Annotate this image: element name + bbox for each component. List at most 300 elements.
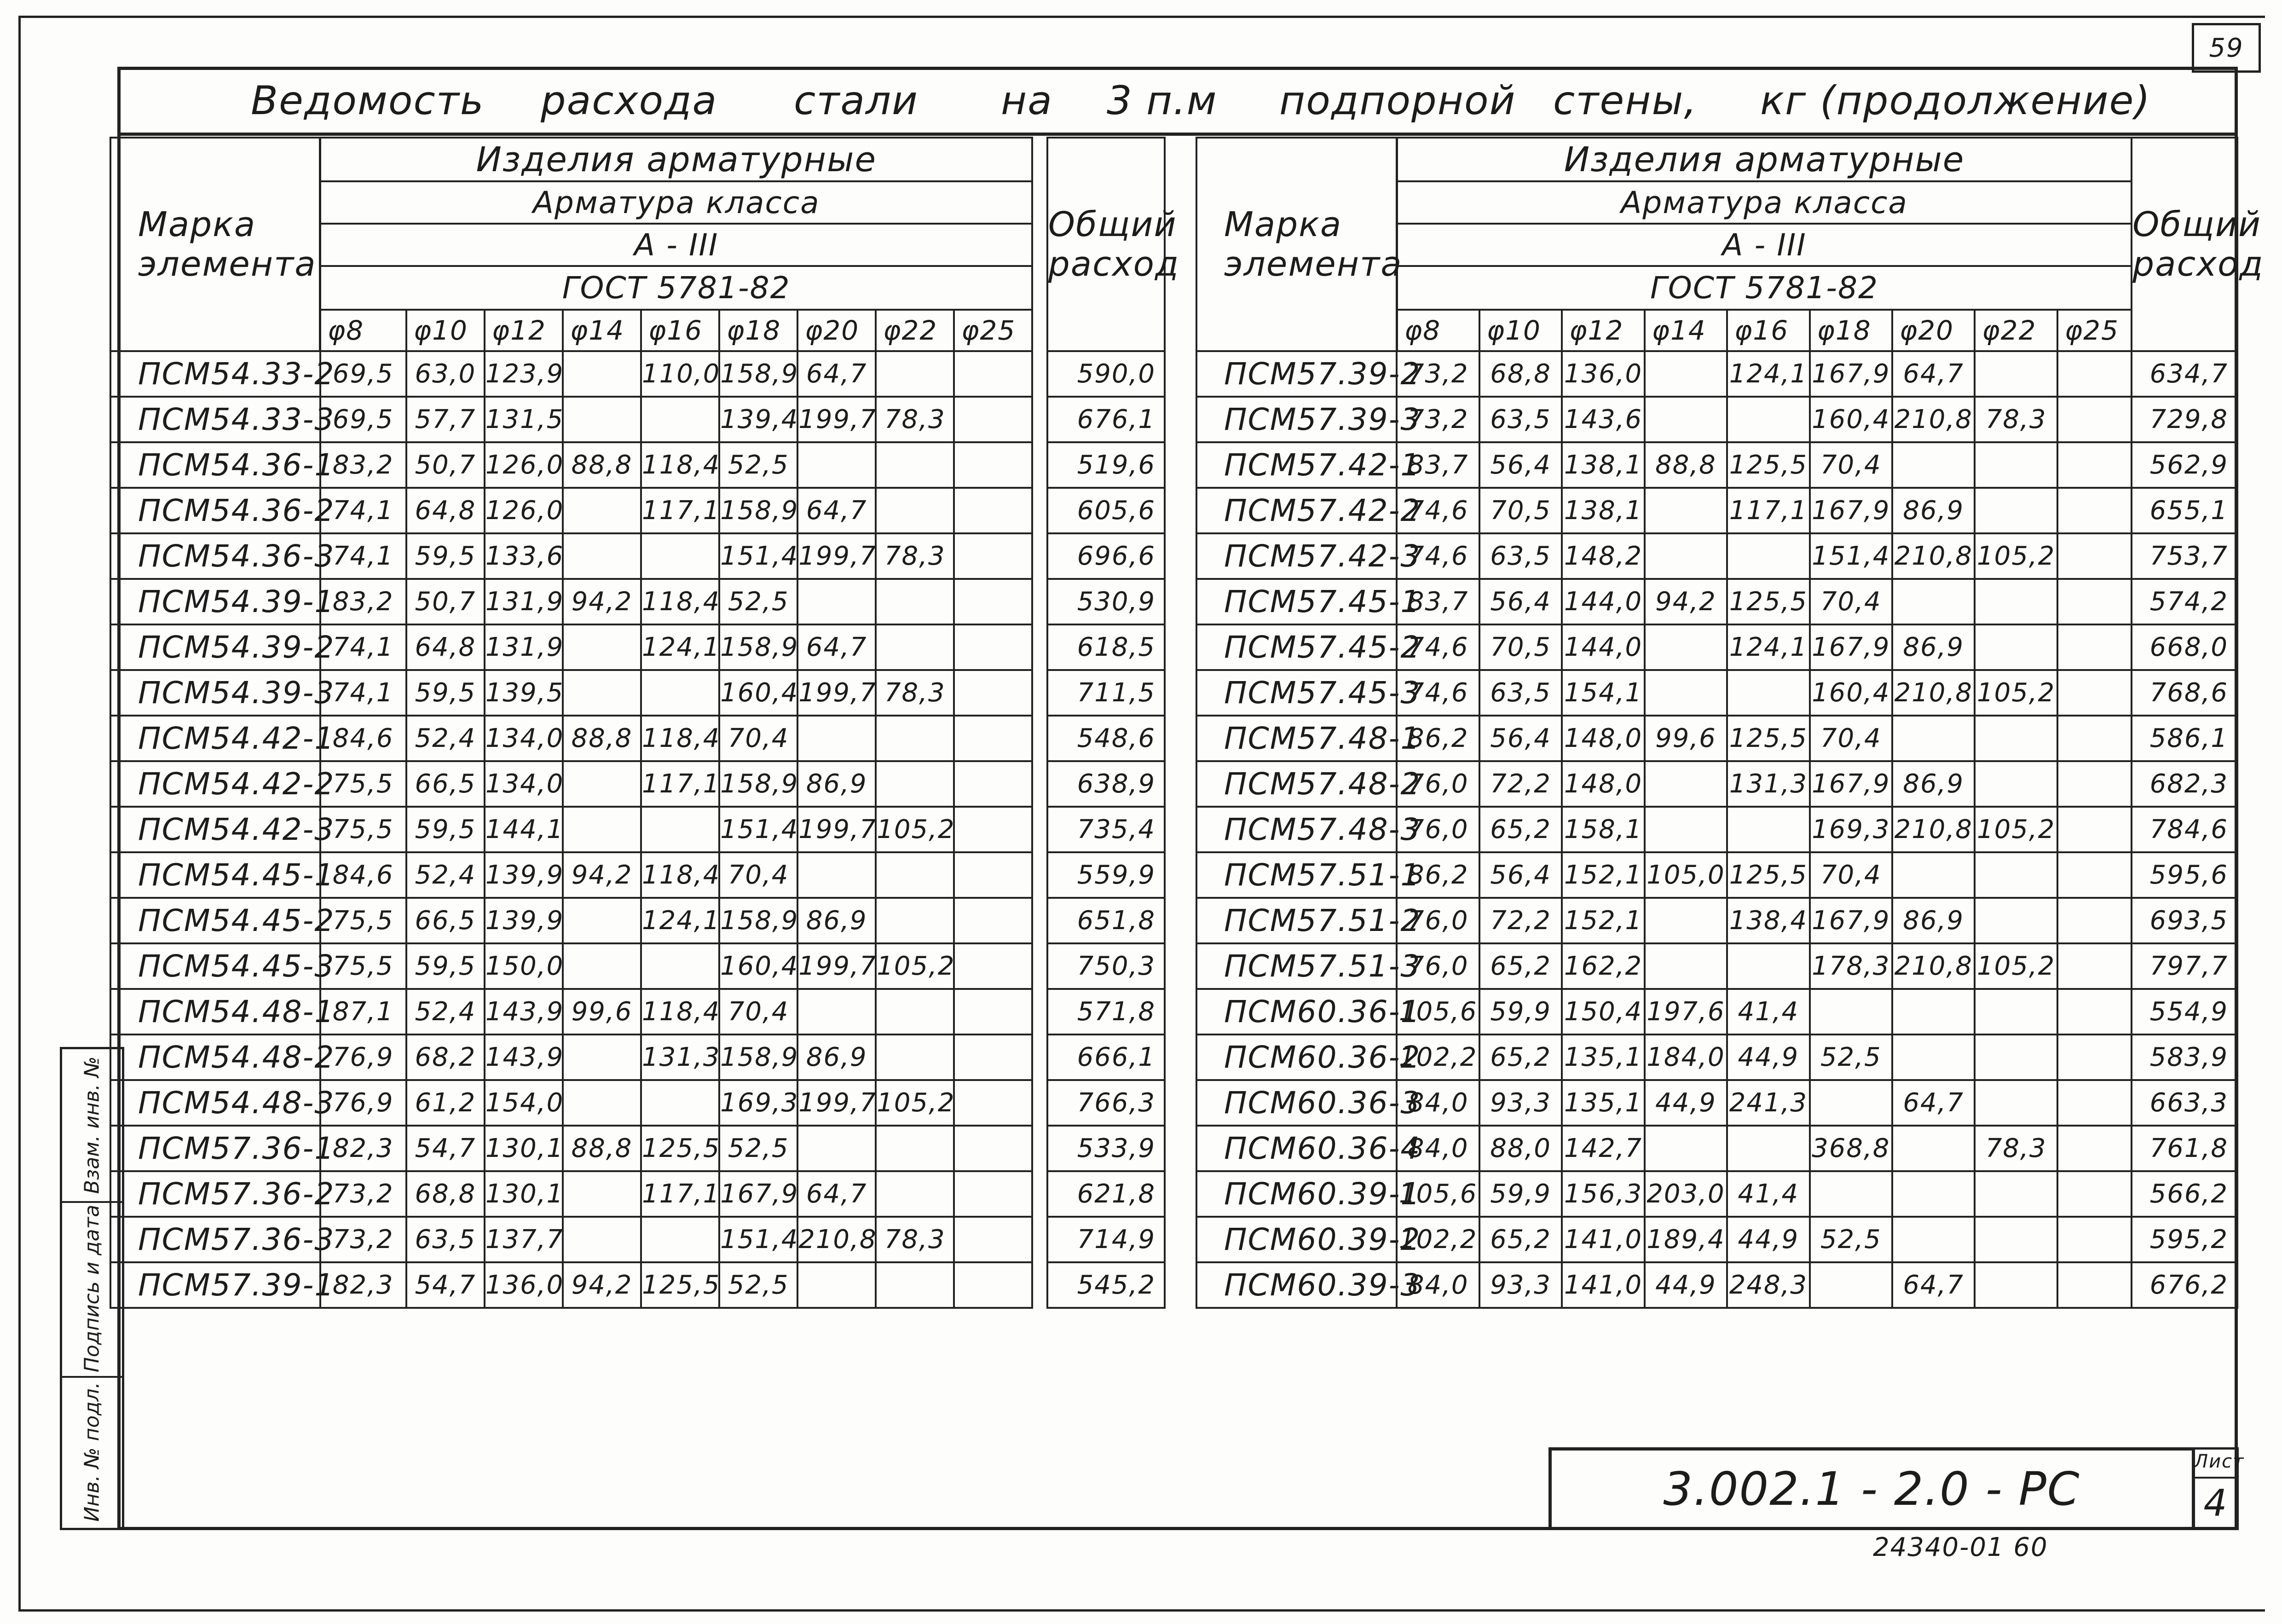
steel-mass-cell [1645, 488, 1727, 533]
steel-mass-cell: 72,2 [1479, 898, 1562, 943]
steel-mass-cell: 158,9 [719, 898, 797, 943]
steel-mass-cell: 84,0 [1397, 1262, 1479, 1308]
steel-mass-cell: 86,9 [1892, 624, 1975, 670]
steel-mass-cell: 203,0 [1645, 1171, 1727, 1217]
steel-mass-cell: 88,8 [1645, 442, 1727, 488]
steel-mass-cell: 72,2 [1479, 761, 1562, 807]
steel-mass-cell: 59,9 [1479, 1171, 1562, 1217]
steel-mass-cell: 368,8 [1810, 1126, 1892, 1171]
table-row [110, 442, 1165, 488]
element-mark: ПСМ57.48-2 [1196, 761, 1397, 807]
steel-mass-cell: 52,4 [406, 989, 485, 1035]
steel-mass-cell: 74,6 [1397, 488, 1479, 533]
steel-mass-cell: 64,8 [406, 488, 485, 533]
steel-mass-cell [954, 579, 1032, 624]
steel-mass-cell: 75,5 [320, 943, 406, 989]
steel-mass-cell: 64,7 [1892, 351, 1975, 397]
title-word: 3 п.м [1107, 78, 1218, 124]
strip-cell-replacement [62, 1049, 122, 1203]
column-gap [1032, 761, 1047, 807]
steel-mass-cell [1975, 989, 2057, 1035]
steel-mass-cell: 70,5 [1479, 488, 1562, 533]
steel-mass-cell [954, 852, 1032, 898]
steel-mass-cell: 84,0 [1397, 1126, 1479, 1171]
diameter-header: φ18 [719, 310, 797, 351]
steel-mass-cell [1975, 852, 2057, 898]
steel-mass-cell: 167,9 [1810, 898, 1892, 943]
steel-mass-cell [641, 1217, 719, 1262]
steel-mass-cell: 148,0 [1562, 716, 1644, 761]
steel-mass-cell: 73,2 [320, 1217, 406, 1262]
total-cell: 676,2 [2132, 1262, 2237, 1308]
steel-mass-cell: 70,4 [719, 852, 797, 898]
total-cell: 583,9 [2132, 1035, 2237, 1080]
steel-mass-cell [1975, 898, 2057, 943]
class-header: А - III [1397, 224, 2132, 266]
steel-mass-cell: 151,4 [719, 533, 797, 579]
element-mark: ПСМ57.51-2 [1196, 898, 1397, 943]
table-row [110, 488, 1165, 533]
steel-mass-cell: 64,7 [1892, 1080, 1975, 1126]
steel-mass-cell [797, 442, 876, 488]
mark-header-line1: Марка [138, 205, 256, 244]
steel-mass-cell: 210,8 [1892, 670, 1975, 716]
steel-mass-cell: 99,6 [563, 989, 641, 1035]
steel-mass-cell: 69,5 [320, 397, 406, 442]
steel-mass-cell: 162,2 [1562, 943, 1644, 989]
steel-mass-cell [876, 898, 954, 943]
total-header-line1: Общий [1048, 205, 1177, 244]
table-row [1196, 1080, 2237, 1126]
steel-mass-cell [563, 898, 641, 943]
steel-mass-cell: 105,6 [1397, 1171, 1479, 1217]
steel-mass-cell: 138,4 [1727, 898, 1809, 943]
element-mark: ПСМ57.36-3 [110, 1217, 320, 1262]
steel-mass-cell [563, 533, 641, 579]
steel-mass-cell: 199,7 [797, 670, 876, 716]
steel-mass-cell: 74,1 [320, 488, 406, 533]
column-gap [1032, 1217, 1047, 1262]
steel-mass-cell: 110,0 [641, 351, 719, 397]
steel-mass-cell: 75,5 [320, 761, 406, 807]
element-mark: ПСМ54.36-3 [110, 533, 320, 579]
footer-code: 24340-01 60 [1873, 1532, 2048, 1562]
steel-mass-cell: 78,3 [1975, 397, 2057, 442]
steel-mass-cell [954, 1262, 1032, 1308]
mark-header [110, 138, 320, 351]
steel-mass-cell: 63,5 [1479, 533, 1562, 579]
total-cell: 676,1 [1047, 397, 1165, 442]
total-header-line2: расход [1048, 244, 1180, 284]
total-cell: 605,6 [1047, 488, 1165, 533]
steel-mass-cell [1645, 351, 1727, 397]
steel-mass-cell [2057, 351, 2132, 397]
element-mark: ПСМ57.51-1 [1196, 852, 1397, 898]
total-cell: 559,9 [1047, 852, 1165, 898]
steel-mass-cell [1645, 1126, 1727, 1171]
steel-mass-cell: 167,9 [1810, 761, 1892, 807]
element-mark: ПСМ57.36-2 [110, 1171, 320, 1217]
steel-mass-cell: 118,4 [641, 989, 719, 1035]
steel-mass-cell [2057, 898, 2132, 943]
steel-mass-cell: 84,0 [1397, 1080, 1479, 1126]
steel-mass-cell: 69,5 [320, 351, 406, 397]
steel-mass-cell: 76,0 [1397, 761, 1479, 807]
steel-mass-cell: 167,9 [1810, 488, 1892, 533]
steel-mass-cell [1810, 1171, 1892, 1217]
table-row [110, 943, 1165, 989]
table-row [1196, 533, 2237, 579]
steel-mass-cell: 56,4 [1479, 442, 1562, 488]
column-gap [1032, 943, 1047, 989]
steel-mass-cell [1727, 1126, 1809, 1171]
element-mark: ПСМ57.42-1 [1196, 442, 1397, 488]
steel-mass-cell: 74,1 [320, 533, 406, 579]
steel-mass-cell [1892, 989, 1975, 1035]
column-gap [1032, 670, 1047, 716]
steel-mass-cell: 65,2 [1479, 1217, 1562, 1262]
steel-mass-cell: 82,3 [320, 1126, 406, 1171]
mark-header [1196, 138, 1403, 351]
steel-mass-cell: 126,0 [485, 442, 563, 488]
steel-mass-cell: 73,2 [320, 1171, 406, 1217]
steel-mass-cell [2057, 579, 2132, 624]
total-cell: 554,9 [2132, 989, 2237, 1035]
steel-mass-cell: 73,2 [1397, 351, 1479, 397]
steel-mass-cell: 124,1 [1727, 351, 1809, 397]
mark-header-line2: элемента [1224, 244, 1403, 284]
steel-mass-cell: 158,1 [1562, 807, 1644, 852]
total-cell: 784,6 [2132, 807, 2237, 852]
steel-mass-cell: 210,8 [1892, 397, 1975, 442]
total-cell: 735,4 [1047, 807, 1165, 852]
column-gap [1032, 1035, 1047, 1080]
steel-mass-cell [641, 670, 719, 716]
steel-mass-cell: 88,8 [563, 716, 641, 761]
steel-mass-cell: 93,3 [1479, 1262, 1562, 1308]
steel-mass-cell: 133,6 [485, 533, 563, 579]
steel-mass-cell [2057, 397, 2132, 442]
strip-label: Взам. инв. № [80, 1056, 104, 1194]
diameter-header: φ18 [1810, 310, 1892, 351]
steel-mass-cell: 144,0 [1562, 624, 1644, 670]
steel-mass-cell: 70,4 [719, 716, 797, 761]
steel-mass-cell: 160,4 [1810, 397, 1892, 442]
table-row [1196, 442, 2237, 488]
steel-mass-cell [797, 1126, 876, 1171]
total-cell: 761,8 [2132, 1126, 2237, 1171]
steel-mass-cell: 70,4 [1810, 716, 1892, 761]
column-gap [1032, 624, 1047, 670]
total-cell: 666,1 [1047, 1035, 1165, 1080]
table-row [110, 351, 1165, 397]
title-word: расхода [541, 78, 718, 124]
steel-mass-cell [1892, 1217, 1975, 1262]
steel-mass-cell [876, 1126, 954, 1171]
steel-mass-cell: 144,0 [1562, 579, 1644, 624]
page-number: 59 [2192, 23, 2261, 73]
steel-mass-cell [641, 943, 719, 989]
element-mark: ПСМ60.36-2 [1196, 1035, 1397, 1080]
total-cell: 595,2 [2132, 1217, 2237, 1262]
column-gap [1032, 898, 1047, 943]
steel-mass-cell: 83,7 [1397, 579, 1479, 624]
steel-mass-cell [876, 488, 954, 533]
diameter-header: φ20 [1892, 310, 1975, 351]
steel-mass-cell: 59,5 [406, 670, 485, 716]
steel-mass-cell [1810, 989, 1892, 1035]
steel-mass-cell [2057, 989, 2132, 1035]
element-mark: ПСМ54.48-3 [110, 1080, 320, 1126]
total-cell: 750,3 [1047, 943, 1165, 989]
steel-mass-cell: 143,9 [485, 1035, 563, 1080]
element-mark: ПСМ54.45-2 [110, 898, 320, 943]
steel-mass-cell [1975, 716, 2057, 761]
total-cell: 548,6 [1047, 716, 1165, 761]
steel-mass-cell: 94,2 [563, 579, 641, 624]
table-row [1196, 1126, 2237, 1171]
title-word: на [1001, 78, 1053, 124]
steel-mass-cell: 152,1 [1562, 898, 1644, 943]
steel-mass-cell: 123,9 [485, 351, 563, 397]
steel-mass-cell: 197,6 [1645, 989, 1727, 1035]
steel-mass-cell: 63,5 [406, 1217, 485, 1262]
steel-mass-cell [563, 1035, 641, 1080]
steel-mass-cell: 134,0 [485, 761, 563, 807]
steel-mass-cell [1975, 579, 2057, 624]
title-word: кг [1760, 78, 1807, 124]
steel-mass-cell [641, 807, 719, 852]
steel-mass-cell: 167,9 [719, 1171, 797, 1217]
steel-mass-cell [2057, 943, 2132, 989]
table-row [1196, 351, 2237, 397]
strip-cell-signature [62, 1201, 122, 1378]
table-row [110, 1217, 1165, 1262]
steel-mass-cell [1645, 898, 1727, 943]
steel-mass-cell: 54,7 [406, 1262, 485, 1308]
steel-mass-cell [1975, 1171, 2057, 1217]
steel-mass-cell [1645, 670, 1727, 716]
steel-mass-cell: 63,0 [406, 351, 485, 397]
steel-mass-cell: 125,5 [1727, 716, 1809, 761]
steel-mass-cell: 134,0 [485, 716, 563, 761]
steel-mass-cell: 105,2 [876, 1080, 954, 1126]
element-mark: ПСМ54.45-3 [110, 943, 320, 989]
steel-mass-cell: 124,1 [641, 624, 719, 670]
table-row [110, 1171, 1165, 1217]
total-cell: 638,9 [1047, 761, 1165, 807]
total-cell: 595,6 [2132, 852, 2237, 898]
sheet-title [117, 67, 2238, 136]
steel-mass-cell: 68,2 [406, 1035, 485, 1080]
steel-mass-cell: 210,8 [1892, 807, 1975, 852]
steel-mass-cell [954, 442, 1032, 488]
steel-mass-cell: 65,2 [1479, 807, 1562, 852]
steel-mass-cell: 73,2 [1397, 397, 1479, 442]
total-cell: 729,8 [2132, 397, 2237, 442]
sheet-number: 4 [2203, 1482, 2228, 1525]
steel-mass-cell [2057, 670, 2132, 716]
steel-mass-cell: 52,5 [1810, 1217, 1892, 1262]
total-cell: 566,2 [2132, 1171, 2237, 1217]
document-code: 3.002.1 - 2.0 - РС [1548, 1447, 2195, 1530]
steel-mass-cell: 76,0 [1397, 943, 1479, 989]
steel-mass-cell: 70,4 [1810, 579, 1892, 624]
steel-mass-cell [876, 1171, 954, 1217]
steel-mass-cell: 84,6 [320, 852, 406, 898]
steel-mass-cell [1892, 716, 1975, 761]
element-mark: ПСМ57.45-2 [1196, 624, 1397, 670]
title-word: Ведомость [251, 78, 485, 124]
steel-mass-cell [563, 488, 641, 533]
steel-mass-cell [876, 989, 954, 1035]
column-gap [1032, 1080, 1047, 1126]
approval-side-strip [60, 1047, 124, 1530]
steel-mass-cell: 210,8 [1892, 533, 1975, 579]
steel-mass-cell: 118,4 [641, 442, 719, 488]
steel-mass-cell: 167,9 [1810, 624, 1892, 670]
table-row [110, 670, 1165, 716]
steel-mass-cell: 65,2 [1479, 1035, 1562, 1080]
element-mark: ПСМ60.39-3 [1196, 1262, 1397, 1308]
element-mark: ПСМ57.45-3 [1196, 670, 1397, 716]
steel-mass-cell [563, 1171, 641, 1217]
element-mark: ПСМ57.42-3 [1196, 533, 1397, 579]
steel-mass-cell: 70,4 [1810, 852, 1892, 898]
title-word: стали [794, 78, 919, 124]
steel-mass-cell: 125,5 [641, 1126, 719, 1171]
total-header-line2: расход [2132, 244, 2264, 284]
steel-mass-cell: 158,9 [719, 351, 797, 397]
steel-mass-cell: 199,7 [797, 1080, 876, 1126]
steel-mass-cell [954, 989, 1032, 1035]
steel-mass-cell: 131,3 [641, 1035, 719, 1080]
table-row [1196, 397, 2237, 442]
element-mark: ПСМ57.51-3 [1196, 943, 1397, 989]
steel-mass-cell: 78,3 [876, 533, 954, 579]
steel-mass-cell: 118,4 [641, 579, 719, 624]
steel-mass-cell: 56,4 [1479, 579, 1562, 624]
steel-mass-cell: 74,1 [320, 624, 406, 670]
column-gap [1032, 1262, 1047, 1308]
element-mark: ПСМ54.33-2 [110, 351, 320, 397]
steel-mass-cell: 189,4 [1645, 1217, 1727, 1262]
steel-mass-cell [1645, 397, 1727, 442]
steel-mass-cell [1892, 1171, 1975, 1217]
steel-mass-cell: 169,3 [1810, 807, 1892, 852]
table-row [1196, 624, 2237, 670]
table-row [110, 898, 1165, 943]
steel-mass-cell: 167,9 [1810, 351, 1892, 397]
steel-mass-cell [2057, 716, 2132, 761]
steel-mass-cell [954, 1126, 1032, 1171]
steel-mass-cell [797, 852, 876, 898]
total-cell: 655,1 [2132, 488, 2237, 533]
steel-mass-cell [2057, 1126, 2132, 1171]
steel-mass-cell: 75,5 [320, 807, 406, 852]
steel-mass-cell: 148,0 [1562, 761, 1644, 807]
steel-mass-cell: 74,1 [320, 670, 406, 716]
strip-label: Подпись и дата [80, 1204, 104, 1373]
steel-mass-cell [1645, 761, 1727, 807]
steel-mass-cell: 184,0 [1645, 1035, 1727, 1080]
steel-mass-cell: 59,9 [1479, 989, 1562, 1035]
steel-mass-cell: 143,9 [485, 989, 563, 1035]
steel-mass-cell: 64,7 [797, 488, 876, 533]
column-gap [1032, 1126, 1047, 1171]
steel-mass-cell: 52,5 [719, 1126, 797, 1171]
steel-mass-cell: 105,2 [1975, 807, 2057, 852]
steel-mass-cell: 64,7 [797, 1171, 876, 1217]
element-mark: ПСМ60.36-1 [1196, 989, 1397, 1035]
steel-mass-cell [876, 1035, 954, 1080]
steel-mass-cell: 74,6 [1397, 624, 1479, 670]
steel-mass-cell: 199,7 [797, 533, 876, 579]
steel-mass-cell: 86,9 [797, 1035, 876, 1080]
steel-mass-cell: 150,4 [1562, 989, 1644, 1035]
steel-mass-cell: 76,9 [320, 1035, 406, 1080]
steel-mass-cell: 68,8 [1479, 351, 1562, 397]
steel-mass-cell: 52,5 [719, 579, 797, 624]
steel-mass-cell: 93,3 [1479, 1080, 1562, 1126]
element-mark: ПСМ54.39-3 [110, 670, 320, 716]
steel-mass-cell [954, 1035, 1032, 1080]
steel-mass-cell: 63,5 [1479, 397, 1562, 442]
steel-mass-cell [1975, 442, 2057, 488]
steel-mass-cell: 94,2 [563, 852, 641, 898]
element-mark: ПСМ60.36-3 [1196, 1080, 1397, 1126]
steel-mass-cell: 64,8 [406, 624, 485, 670]
steel-mass-cell: 105,2 [876, 807, 954, 852]
column-gap [1032, 351, 1047, 397]
title-word: подпорной [1279, 78, 1516, 124]
steel-mass-cell: 135,1 [1562, 1035, 1644, 1080]
element-mark: ПСМ57.48-3 [1196, 807, 1397, 852]
steel-mass-cell [563, 943, 641, 989]
steel-mass-cell: 64,7 [1892, 1262, 1975, 1308]
steel-mass-cell: 139,9 [485, 852, 563, 898]
steel-mass-cell [1892, 579, 1975, 624]
table-row [1196, 488, 2237, 533]
steel-mass-cell: 141,0 [1562, 1217, 1644, 1262]
steel-mass-cell: 143,6 [1562, 397, 1644, 442]
steel-mass-cell [1810, 1080, 1892, 1126]
steel-mass-cell [954, 624, 1032, 670]
steel-mass-cell: 135,1 [1562, 1080, 1644, 1126]
table-row [110, 852, 1165, 898]
diameter-header: φ8 [320, 310, 406, 351]
steel-mass-cell: 87,1 [320, 989, 406, 1035]
diameter-header: φ22 [1975, 310, 2057, 351]
diameter-header: φ14 [1645, 310, 1727, 351]
element-mark: ПСМ54.42-2 [110, 761, 320, 807]
steel-mass-cell: 86,9 [797, 898, 876, 943]
steel-mass-cell: 124,1 [641, 898, 719, 943]
total-cell: 571,8 [1047, 989, 1165, 1035]
table-row [1196, 761, 2237, 807]
steel-mass-cell [876, 716, 954, 761]
steel-mass-cell: 44,9 [1727, 1035, 1809, 1080]
steel-mass-cell: 86,9 [1892, 898, 1975, 943]
steel-mass-cell: 131,3 [1727, 761, 1809, 807]
table-row [110, 533, 1165, 579]
steel-mass-cell [954, 807, 1032, 852]
total-header [1047, 138, 1180, 351]
table-row [1196, 898, 2237, 943]
title-word: (продолжение) [1820, 78, 2151, 124]
diameter-header: φ12 [1562, 310, 1644, 351]
total-cell: 663,3 [2132, 1080, 2237, 1126]
